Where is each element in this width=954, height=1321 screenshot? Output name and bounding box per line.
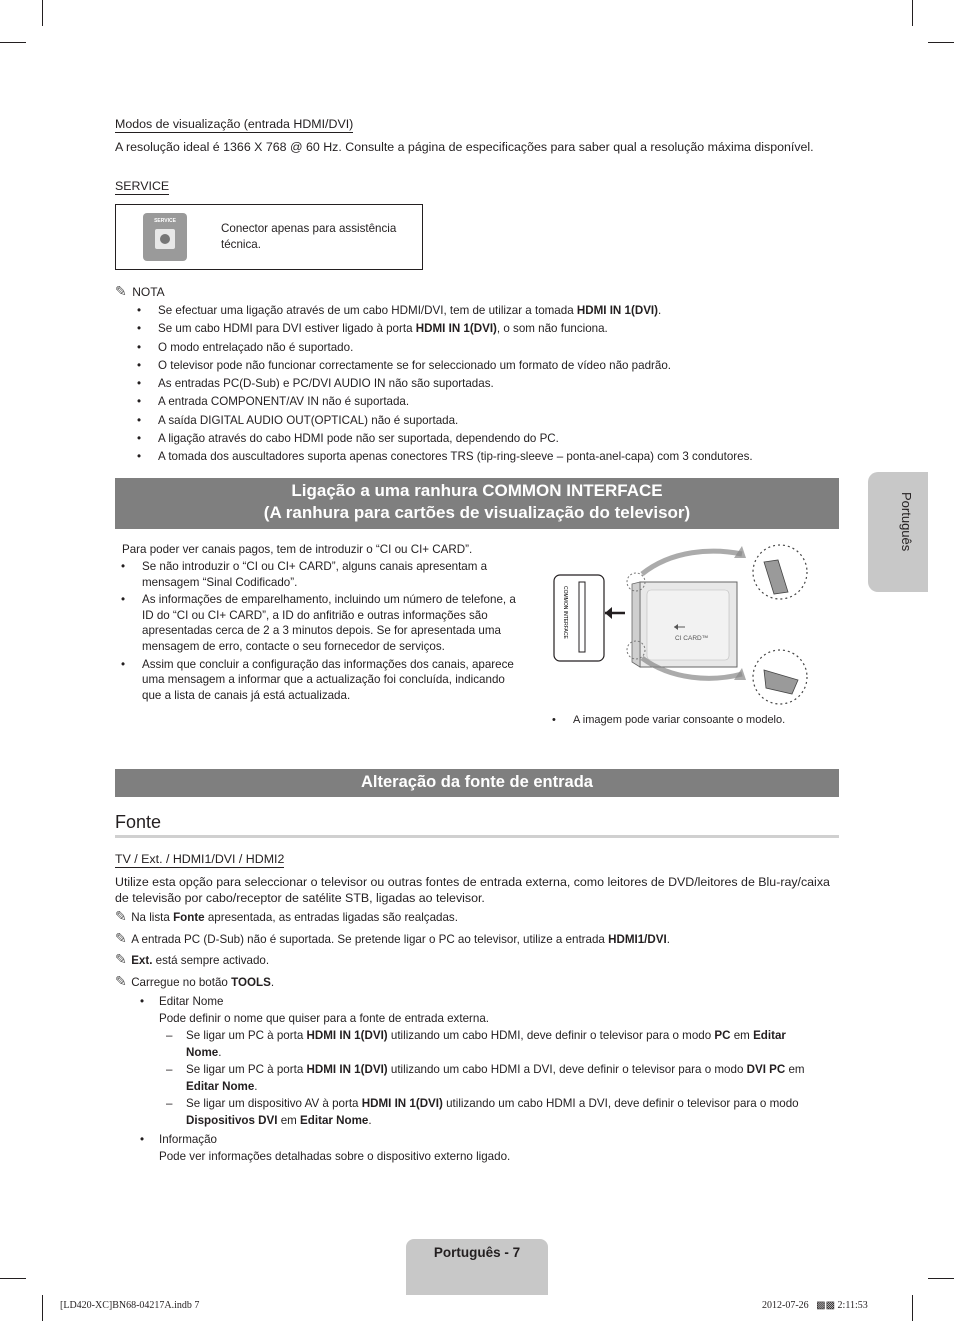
nota-list: [115, 302, 835, 467]
nota-item: [115, 357, 835, 375]
text-segment: Carregue no botão: [131, 975, 232, 989]
text-segment: As entradas PC(D-Sub) e PC/DVI AUDIO IN não são suportadas.: [158, 377, 494, 391]
text-segment: utilizando um cabo HDMI, deve definir o televisor para o modo: [387, 1029, 715, 1042]
text-segment: .: [254, 1079, 258, 1093]
bold-term: TOOLS: [231, 975, 271, 989]
ci-card-illustration: [552, 542, 812, 712]
source-note: [115, 929, 843, 951]
text-segment: .: [368, 1113, 372, 1127]
ci-card-label: CI CARD™: [675, 635, 709, 642]
bold-term: Dispositivos DVI: [186, 1113, 278, 1127]
nota-item: [115, 339, 835, 357]
edit-name-subitem: [166, 1028, 811, 1061]
crop-mark: [928, 42, 954, 43]
crop-mark: [42, 0, 43, 26]
edit-name-subitems: [166, 1028, 811, 1129]
edit-name-text: Pode definir o nome que quiser para a fonte de entrada externa.: [159, 1012, 490, 1025]
bold-term: PC: [714, 1029, 731, 1042]
text-segment: , o som não funciona.: [496, 322, 608, 336]
text-segment: Se efectuar uma ligação através de um cabo HDMI/DVI, tem de utilizar a tomada: [158, 304, 577, 317]
crop-mark: [928, 1278, 954, 1279]
crop-mark: [0, 42, 26, 43]
note-pencil-icon: ✎: [115, 930, 132, 947]
edit-name-title: Editar Nome: [159, 995, 224, 1008]
text-segment: A saída DIGITAL AUDIO OUT(OPTICAL) não é suportada.: [158, 413, 459, 427]
fonte-heading: Fonte: [115, 812, 162, 832]
bold-term: HDMI IN 1(DVI): [306, 1063, 388, 1076]
bold-term: HDMI IN 1(DVI): [576, 304, 659, 317]
crop-mark: [912, 0, 913, 26]
text-segment: Se um cabo HDMI para DVI estiver ligado à porta: [158, 322, 416, 336]
text-segment: Na lista: [131, 911, 174, 924]
text-segment: A entrada COMPONENT/AV IN não é suportada.: [158, 395, 410, 409]
bold-term: Editar Nome: [186, 1079, 255, 1093]
text-segment: Se ligar um dispositivo AV à porta: [186, 1097, 362, 1110]
file-info: [LD420-XC]BN68-04217A.indb 7: [60, 1300, 200, 1311]
edit-name-block: • Editar Nome Pode definir o nome que quiser para a fonte de entrada externa. – Se ligar um PC à porta HDMI IN 1(DVI) utilizando um cabo HDMI, deve definir o televisor para o modo PC em Editar Nome. – Se ligar um PC à porta HDMI IN 1(DVI) utilizando um cabo HDMI a DVI, deve definir o televisor para o modo DVI PC em Editar Nome. – Se ligar um dispositivo AV à porta HDMI IN 1(DVI) utilizando um cabo HDMI a DVI, deve definir o televisor para o modo Dispositivos DVI em Editar Nome.: [140, 993, 840, 1130]
text-segment: Se ligar um PC à porta: [186, 1029, 307, 1042]
nota-item: [115, 302, 835, 320]
text-segment: O modo entrelaçado não é suportado.: [158, 340, 354, 354]
edit-name-subitem: [166, 1096, 811, 1129]
text-segment: .: [218, 1045, 222, 1059]
note-pencil-icon: ✎: [115, 952, 132, 968]
bold-term: HDMI IN 1(DVI): [415, 322, 497, 336]
nota-item: [115, 375, 835, 393]
service-title: SERVICE: [115, 179, 170, 193]
note-pencil-icon: ✎: [115, 973, 132, 990]
note-pencil-icon: ✎: [115, 909, 132, 925]
info-title: Informação: [159, 1133, 217, 1146]
source-note: [115, 972, 843, 994]
source-notes: [115, 907, 843, 993]
display-modes-title: Modos de visualização (entrada HDMI/DVI): [115, 117, 354, 131]
source-section-title: Alteração da fonte de entrada: [361, 773, 593, 791]
text-segment: A ligação através do cabo HDMI pode não ser suportada, dependendo do PC.: [158, 432, 559, 446]
note-pencil-icon: ✎: [115, 284, 127, 300]
bold-term: HDMI IN 1(DVI): [361, 1097, 443, 1110]
image-note-list: [530, 711, 830, 729]
bold-term: Fonte: [173, 911, 205, 924]
source-text: Utilize esta opção para seleccionar o televisor ou outras fontes de entrada externa, como leitores de DVD/leitores de Blu-ray/caixa de televisão por cabo/receptor de satélite STB, ligadas ao televisor.: [115, 875, 830, 905]
page-number: Português - 7: [433, 1245, 521, 1260]
ci-intro: Para poder ver canais pagos, tem de introduzir o “CI ou CI+ CARD”.: [122, 543, 473, 556]
source-note: [115, 950, 843, 972]
text-segment: utilizando um cabo HDMI a DVI, deve definir o televisor para o modo: [442, 1097, 799, 1110]
text-segment: apresentada, as entradas ligadas são realçadas.: [204, 911, 458, 924]
crop-mark: [0, 1278, 26, 1279]
text-segment: A tomada dos auscultadores suporta apenas conectores TRS (tip-ring-sleeve – ponta-anel-capa) com 3 condutores.: [158, 450, 753, 464]
language-side-tab: [868, 472, 928, 592]
bold-term: HDMI1/DVI: [608, 932, 667, 946]
ci-slot-label: COMMON INTERFACE: [562, 586, 568, 639]
bold-term: Ext.: [131, 954, 153, 967]
text-segment: O televisor pode não funcionar correctamente se for seleccionado um formato de vídeo não padrão.: [158, 358, 672, 372]
source-section-header: [115, 769, 839, 797]
text-segment: está sempre activado.: [152, 954, 270, 967]
info-block: • Informação Pode ver informações detalhadas sobre o dispositivo externo ligado.: [140, 1131, 840, 1166]
text-segment: Se ligar um PC à porta: [186, 1063, 307, 1076]
display-modes-section: [115, 117, 353, 133]
text-segment: .: [658, 304, 662, 317]
display-modes-text: A resolução ideal é 1366 X 768 @ 60 Hz. Consulte a página de especificações para saber qual a resolução máxima disponível.: [115, 140, 814, 154]
text-segment: utilizando um cabo HDMI a DVI, deve definir o televisor para o modo: [387, 1063, 747, 1076]
nota-title: NOTA: [132, 285, 165, 299]
bold-term: Editar Nome: [300, 1113, 369, 1127]
service-port-icon: [143, 213, 187, 261]
bold-term: HDMI IN 1(DVI): [306, 1029, 388, 1042]
ci-list: [99, 559, 519, 705]
ci-item: • Assim que concluir a configuração das informações dos canais, aparece uma mensagem a informar que a actualização foi concluída, indicando que a lista de canais já está actualizada.: [99, 657, 519, 704]
date-info: 2012-07-26 ▩▩ 2:11:53: [762, 1300, 868, 1311]
crop-mark: [912, 1295, 913, 1321]
text-segment: em: [785, 1063, 805, 1076]
text-segment: A entrada PC (D-Sub) não é suportada. Se pretende ligar o PC ao televisor, utilize a entrada: [131, 932, 609, 946]
text-segment: .: [270, 975, 275, 989]
nota-item: [115, 430, 835, 448]
service-box: [115, 204, 423, 270]
ci-item: • As informações de emparelhamento, incluindo um número de telefone, a ID do “CI ou CI+ CARD”, a ID do anfitrião e outras informações são apresentadas cerca de 2 a 3 minutos depois. Se for apresentada uma mensagem de erro, contacte o seu fornecedor de serviços.: [99, 592, 519, 654]
ci-section-header: [115, 478, 839, 529]
source-note: [115, 907, 843, 929]
page-number-tab: [406, 1239, 548, 1295]
service-description: Conector apenas para assistência técnica.: [221, 222, 397, 251]
service-port-label: SERVICE: [154, 218, 176, 224]
ci-title-line1: Ligação a uma ranhura COMMON INTERFACE: [291, 481, 663, 500]
bold-term: DVI PC: [746, 1063, 786, 1076]
crop-mark: [42, 1295, 43, 1321]
text-segment: .: [666, 932, 670, 946]
info-text: Pode ver informações detalhadas sobre o dispositivo externo ligado.: [159, 1150, 511, 1163]
nota-item: [115, 393, 835, 411]
text-segment: em: [730, 1029, 754, 1042]
bold-term: Editar Nome: [186, 1029, 786, 1059]
edit-name-subitem: [166, 1062, 811, 1095]
image-note: • A imagem pode variar consoante o modelo.: [530, 711, 830, 729]
language-side-label: Português: [899, 492, 914, 552]
text-segment: em: [277, 1113, 301, 1127]
ci-title-line2: (A ranhura para cartões de visualização do televisor): [263, 503, 691, 522]
ci-item: • Se não introduzir o “CI ou CI+ CARD”, alguns canais apresentam a mensagem “Sinal Codificado”.: [99, 559, 519, 590]
source-subheading: TV / Ext. / HDMI1/DVI / HDMI2: [115, 852, 285, 866]
ci-slot: [579, 582, 585, 652]
fonte-heading-wrap: [115, 812, 839, 838]
nota-item: [115, 320, 835, 338]
nota-item: [115, 448, 835, 466]
nota-item: [115, 412, 835, 430]
